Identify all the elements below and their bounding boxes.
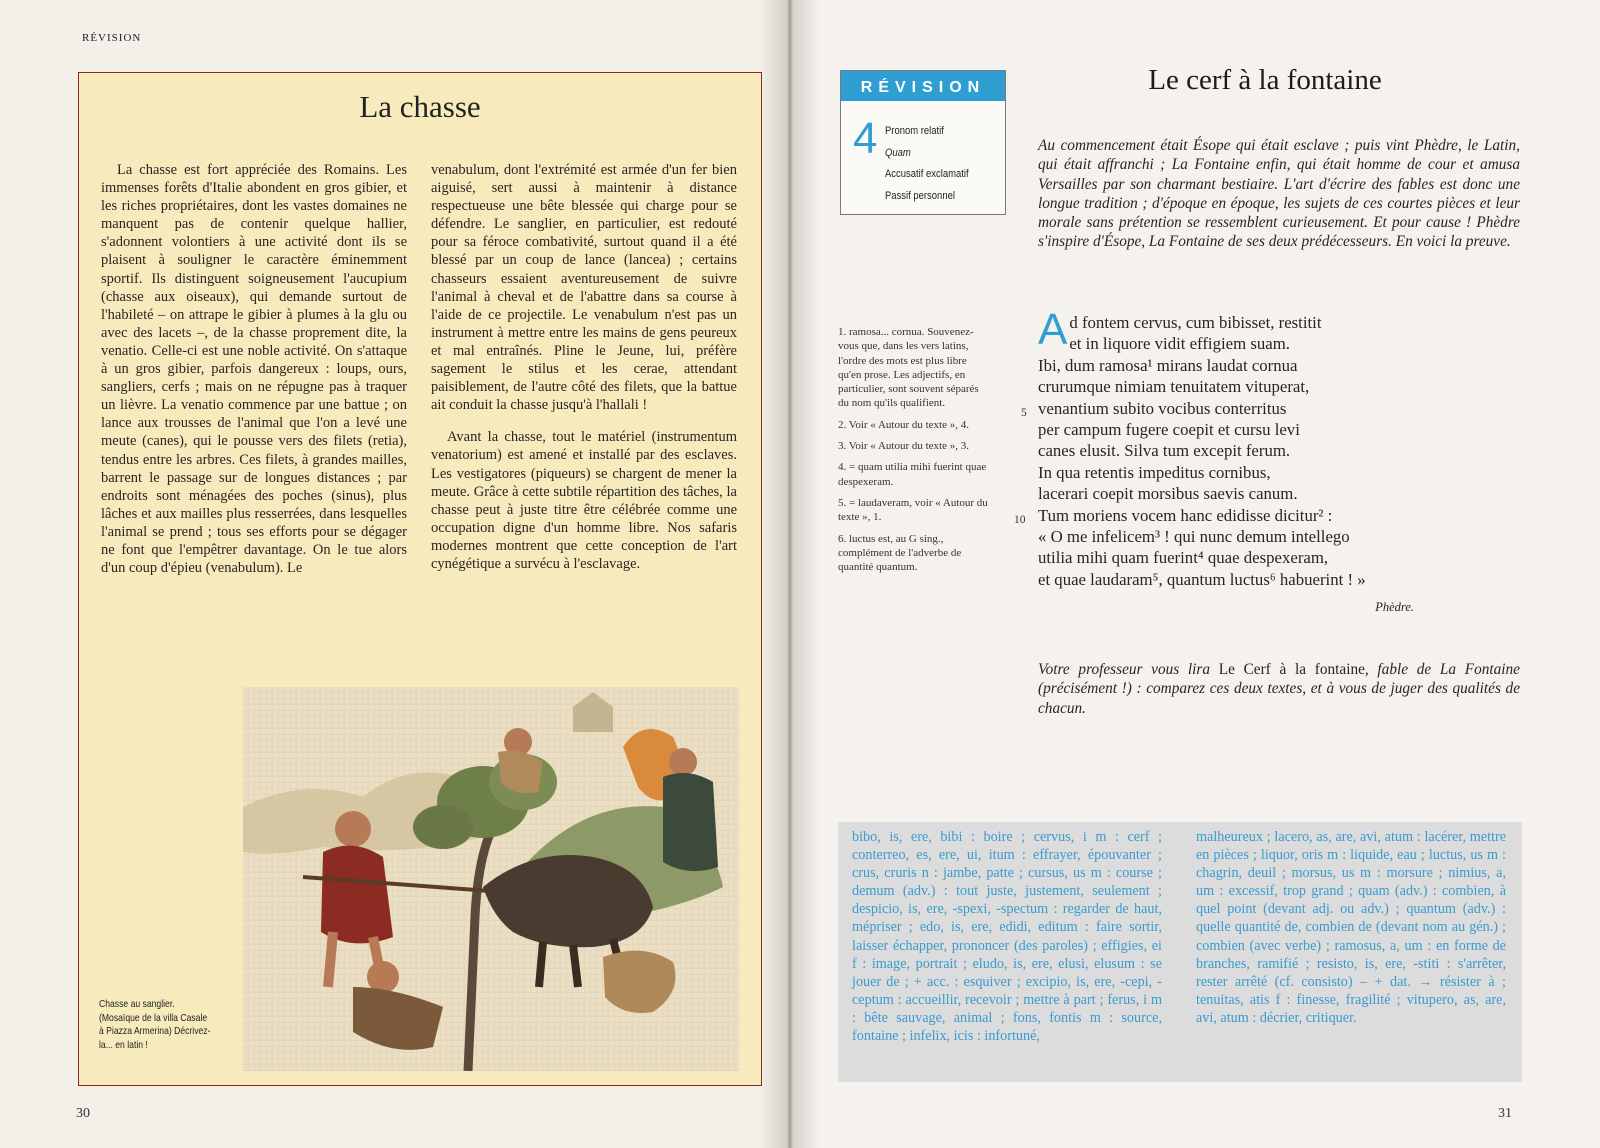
poem-line: Ibi, dum ramosa¹ mirans laudat cornua bbox=[1038, 355, 1298, 375]
boar-hunt-mosaic-image bbox=[243, 687, 739, 1071]
latin-poem bbox=[1038, 305, 1508, 590]
poem-line: canes elusit. Silva tum excepit ferum. bbox=[1038, 441, 1291, 461]
chasse-paragraph-3: Avant la chasse, tout le matériel (instrumentum venatorium) est amené et installé par des esclaves. Les vestigatores (piqueurs) se chargent de mener la meute. Grâce à cette subtile répartition des tâches, la chasse peut à juste titre être célébrée comme une occupation digne d'un homme libre. Nos safaris modernes montrent que cette conception de l'art cynégétique a survécu à l'esclavage. bbox=[431, 429, 737, 572]
vocabulary-box bbox=[838, 822, 1522, 1082]
poem-line: In qua retentis impeditus cornibus, bbox=[1038, 462, 1271, 482]
poem-line: lacerari coepit morsibus saevis canum. bbox=[1038, 484, 1298, 504]
poem-line: Ad fontem cervus, cum bibisset, restitit bbox=[1038, 305, 1322, 354]
chasse-column-1 bbox=[101, 161, 407, 591]
poem-line: per campum fugere coepit et cursu levi bbox=[1038, 420, 1300, 440]
chasse-box bbox=[78, 72, 762, 1086]
mosaic-caption: Chasse au sanglier. (Mosaïque de la villa Casale à Piazza Armerina) Décrivez-la... en latin ! bbox=[99, 998, 211, 1051]
running-head: RÉVISION bbox=[82, 32, 142, 44]
revision-topic: Pronom relatif bbox=[885, 125, 944, 137]
poem-line: « O me infelicem³ ! qui nunc demum intellego bbox=[1038, 527, 1350, 547]
revision-number: 4 bbox=[853, 114, 878, 163]
footnote: 5. = laudaveram, voir « Autour du texte », 1. bbox=[838, 496, 988, 524]
poem-line: crurumque nimiam tenuitatem vituperat, bbox=[1038, 377, 1310, 397]
vocabulary-column-2: malheureux ; lacero, as, are, avi, atum : lacérer, mettre en pièces ; liquor, oris m : liquide, eau ; luctus, us m : chagrin, deuil ; morsus, us m : morsure ; nimius, a, um : excessif, trop grand ; quam (adv.) : combien, à quel point (devant adj. ou adv.) ; quantum (adv.) : quelle quantité de, combien de (devant nom au gén.) ; combien (avec verbe) ; ramosus, a, um : en forme de branches, ramifié ; resisto, is, ere, -stiti : s'arrêter, rester arrêté (cf. consisto) – + dat. → résister à ; tenuitas, atis f : finesse, fragilité ; vitupero, as, are, avi, atum : décrier, critiquer. bbox=[1196, 829, 1506, 1026]
vocabulary-column-1: bibo, is, ere, bibi : boire ; cervus, i m : cerf ; conterreo, es, ere, ui, itum : effrayer, épouvanter ; crus, cruris n : jambe, patte ; cursus, us m : course ; demum (adv.) : tout juste, justement, seulement ; despicio, is, ere, -spexi, -spectum : regarder de haut, mépriser ; edo, is, ere, edidi, editum : faire sortir, laisser échapper, prononcer (des paroles) ; effigies, ei f : image, portrait ; eludo, is, ere, elusi, elusum : se jouer de ; + acc. : esquiver ; excipio, is, ere, -cepi, -ceptum : accueillir, recevoir ; mettre à part ; ferus, i m : bête sauvage, animal ; fons, fontis m : source, fontaine ; infelix, icis : infortuné, bbox=[852, 829, 1162, 1045]
closing-instruction: Votre professeur vous lira Le Cerf à la fontaine, fable de La Fontaine (précisément !) : comparez ces deux textes, et à vous de juger des qualités de chacun. bbox=[1038, 661, 1520, 717]
chasse-title: La chasse bbox=[359, 89, 481, 124]
line-number-5: 5 bbox=[1021, 407, 1027, 419]
page-number-right: 31 bbox=[1498, 1106, 1512, 1121]
footnote: 4. = quam utilia mihi fuerint quae despexeram. bbox=[838, 461, 987, 488]
poem-line: utilia mihi quam fuerint⁴ quae despexeram, bbox=[1038, 548, 1329, 568]
revision-topic: Quam bbox=[885, 146, 911, 159]
line-number-10: 10 bbox=[1014, 514, 1026, 526]
revision-topic: Accusatif exclamatif bbox=[885, 168, 969, 180]
chasse-paragraph-1: La chasse est fort appréciée des Romains. Les immenses forêts d'Italie abondent en gros gibier, et les riches propriétaires, dont les vastes domaines ne manquent pas de contenir quelque hallier, s'adonnent volontiers à une activité dont ils se plaisent à souligner le caractère éminemment sportif. Ils distinguent soigneusement l'aucupium (chasse aux oiseaux), qui demande surtout de l'habileté – on attrape le gibier à plumes à la glu ou avec des lacets –, de la chasse proprement dite, la venatio. Celle-ci est une noble activité. On s'attaque à un gros gibier, parfois dangereux : loups, ours, sangliers, cerfs ; mais on ne répugne pas à traquer un lièvre. La venatio commence par une battue ; on lance aux trousses de l'animal que l'on a levé une meute (canes), qui le pousse vers des filets (retia), tendus entre les arbres. Ces filets, à grandes mailles, barrent le passage sur de longues distances ; par endroits sont ménagées des poches (sinus), plus lâches et aux mailles plus resserrées, dans lesquelles l'animal se prend ; tous ses efforts pour se dégager ne font que l'empêtrer davantage. On le tue alors d'un coup d'épieu (venabulum). Le bbox=[101, 162, 407, 577]
footnotes bbox=[838, 325, 988, 581]
footnote: 2. Voir « Autour du texte », 4. bbox=[838, 418, 969, 431]
poem-author: Phèdre. bbox=[1375, 600, 1414, 614]
poem-line: venantium subito vocibus conterritus bbox=[1038, 398, 1287, 418]
poem-line: et quae laudaram⁵, quantum luctus⁶ habuerint ! » bbox=[1038, 569, 1366, 589]
dropcap: A bbox=[1038, 305, 1068, 354]
left-page bbox=[0, 0, 790, 1148]
fable-title: Le cerf à la fontaine bbox=[1148, 64, 1382, 96]
chasse-paragraph-2: venabulum, dont l'extrémité est armée d'un fer bien aiguisé, sert aussi à maintenir à distance respectueuse une bête blessée qui charge pour se défendre. Le sanglier, en particulier, est redouté pour sa féroce combativité, surtout quand il a été blessé par un coup de lance (lancea) ; certains chasseurs essaient aventureusement de suivre l'animal à cheval et de l'abattre dans sa course à l'aide de ce projectile. Le venabulum n'est pas un instrument à mettre entre les mains de gens peureux et mal entraînés. Pline le Jeune, lui, préfère sagement le stilus et les cerae, attendant paisiblement, de l'autre côté des filets, que la battue ait conduit la chasse jusqu'à l'hallali ! bbox=[431, 162, 737, 414]
revision-box bbox=[840, 70, 1006, 215]
poem-line: et in liquore vidit effigiem suam. bbox=[1069, 334, 1290, 354]
page-number-left: 30 bbox=[76, 1106, 90, 1121]
footnote: 6. luctus est, au G sing., complément de l'adverbe de quantité quantum. bbox=[838, 532, 962, 574]
fable-intro: Au commencement était Ésope qui était esclave ; puis vint Phèdre, le Latin, qui était affranchi ; La Fontaine enfin, qui était homme de cour et amusa Versailles par son charmant bestiaire. L'art d'écrire des fables est donc une longue tradition ; d'époque en époque, les sujets de ces courtes pièces et leur morale sans prétention se ressemblent curieusement. Et pour cause ! Phèdre s'inspire d'Ésope, La Fontaine de ses deux prédécesseurs. En voici la preuve. bbox=[1038, 137, 1520, 251]
poem-line: Tum moriens vocem hanc edidisse dicitur² : bbox=[1038, 505, 1333, 525]
revision-topics bbox=[885, 121, 969, 207]
chasse-column-2 bbox=[431, 161, 737, 587]
footnote: 1. ramosa... cornua. Souvenez-vous que, dans les vers latins, l'ordre des mots est plus libre qu'en prose. Les adjectifs, en particulier, sont souvent séparés du nom qu'ils qualifient. bbox=[838, 326, 979, 410]
revision-banner: RÉVISION bbox=[841, 71, 1005, 105]
revision-topic: Passif personnel bbox=[885, 189, 955, 202]
footnote: 3. Voir « Autour du texte », 3. bbox=[838, 440, 969, 453]
